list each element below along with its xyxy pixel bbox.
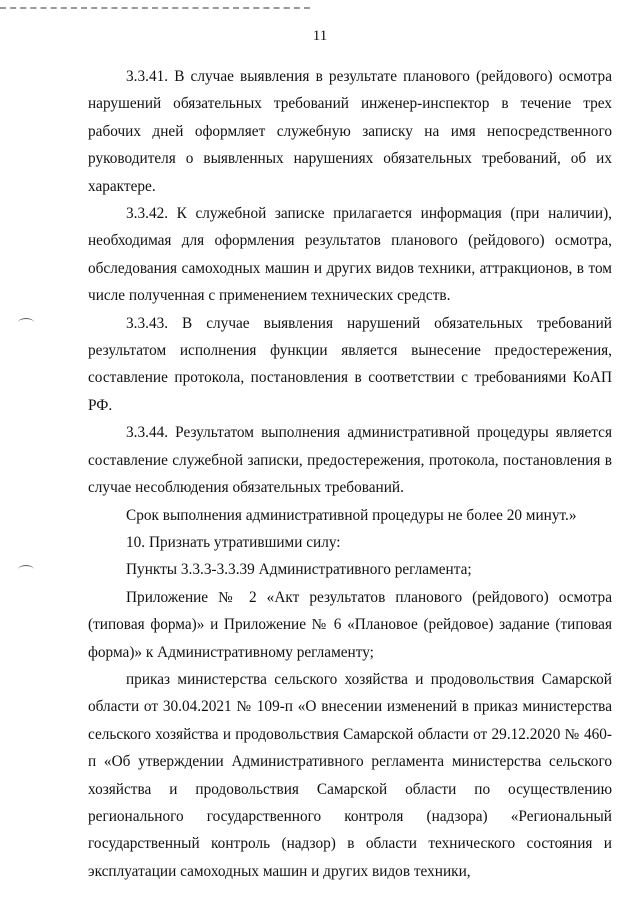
paragraph-3-3-43: 3.3.43. В случае выявления нарушений обязательных требований результатом исполнения функции является вынесение предостережения, составление протокола, постановления в соответствии с требованиями КоАП РФ. <box>88 314 612 414</box>
paragraph-repealed-appendices: Приложение № 2 «Акт результатов планового (рейдового) осмотра (типовая форма)» и Приложение № 6 «Плановое (рейдовое) задание (типовая форма)» к Административному регламенту; <box>88 588 612 661</box>
paragraph-deadline: Срок выполнения административной процедуры не более 20 минут.» <box>126 506 577 524</box>
paragraph-3-3-41: 3.3.41. В случае выявления в результате планового (рейдового) осмотра нарушений обязательных требований инженер-инспектор в течение трех рабочих дней оформляет служебную записку на имя непосредственного руководителя о выявленных нарушениях обязательных требований, об их характере. <box>88 68 612 195</box>
page-number: 11 <box>312 28 328 44</box>
document-body <box>88 63 612 885</box>
paragraph-repealed-points: Пункты 3.3.3-3.3.39 Административного регламента; <box>126 561 472 579</box>
paragraph-3-3-42: 3.3.42. К служебной записке прилагается информация (при наличии), необходимая для оформления результатов планового (рейдового) осмотра, обследования самоходных машин и других видов техники, аттракционов, в том числе полученная с применением технических средств. <box>88 205 612 305</box>
paragraph-3-3-44: 3.3.44. Результатом выполнения административной процедуры является составление служебной записки, предостережения, протокола, постановления в случае несоблюдения обязательных требований. <box>88 424 612 497</box>
paragraph-repealed-order: приказ министерства сельского хозяйства и продовольствия Самарской области от 30.04.2021 № 109-п «О внесении изменений в приказ министерства сельского хозяйства и продовольствия Самарской области от 29.12.2020 № 460-п «Об утверждении Административного регламента министерства сельского хозяйства и продовольствия Самарской области по осуществлению регионального государственного контроля (надзора) «Региональный государственный контроль (надзор) в области технического состояния и эксплуатации самоходных машин и других видов техники, <box>88 670 612 880</box>
top-dashed-rule <box>0 7 310 9</box>
margin-hole-mark <box>18 318 34 327</box>
paragraph-item-10: 10. Признать утратившими силу: <box>126 533 341 551</box>
margin-hole-mark <box>18 565 34 574</box>
